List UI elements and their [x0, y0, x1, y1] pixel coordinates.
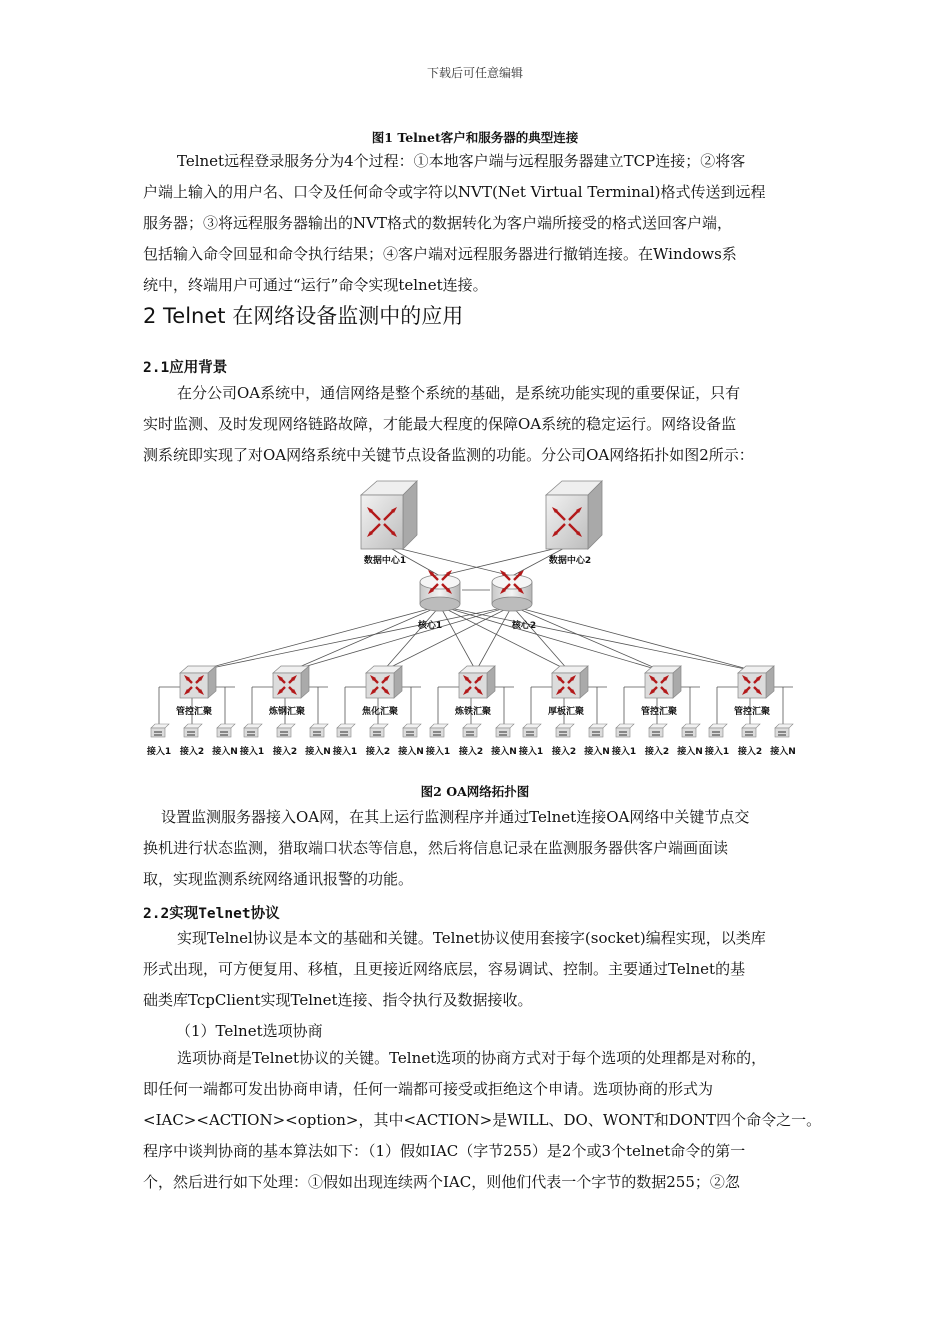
access-label: 接入1 — [146, 747, 172, 757]
aggregation-switch-icon — [645, 666, 681, 698]
text-line: 即任何一端都可发出协商申请，任何一端都可接受或拒绝这个申请。选项协商的形式为 — [143, 1080, 714, 1098]
access-switch-icon — [463, 724, 481, 737]
core-router-icon — [420, 570, 460, 611]
access-switch-icon — [370, 724, 388, 737]
access-switch-icon — [496, 724, 514, 737]
section-2-heading: 2 Telnet 在网络设备监测中的应用 — [143, 304, 464, 328]
access-label: 接入N — [305, 747, 331, 757]
access-label: 接入1 — [518, 747, 544, 757]
subheading-option-negotiation: （1）Telnet选项协商 — [176, 1022, 323, 1040]
access-label: 接入1 — [611, 747, 637, 757]
aggregation-label: 炼钢汇聚 — [268, 707, 306, 717]
aggregation-label: 焦化汇聚 — [361, 707, 399, 717]
text-line: <IAC><ACTION><option>，其中<ACTION>是WILL、DO、WONT和DONT四个命令之一。 — [143, 1111, 822, 1129]
text-line: 个，然后进行如下处理：①假如出现连续两个IAC，则他们代表一个字节的数据255；②忽 — [143, 1173, 740, 1191]
text-line: 设置监测服务器接入OA网，在其上运行监测程序并通过Telnet连接OA网络中关键节点交 — [161, 808, 750, 826]
text-line: 形式出现，可方便复用、移植，且更接近网络底层，容易调试、控制。主要通过Telnet的基 — [143, 960, 746, 978]
access-label: 接入N — [584, 747, 610, 757]
datacenter-label: 数据中心2 — [548, 556, 592, 566]
text-line: 取，实现监测系统网络通讯报警的功能。 — [143, 870, 414, 888]
aggregation-switch-icon — [273, 666, 309, 698]
text-line: 础类库TcpClient实现Telnet连接、指令执行及数据接收。 — [143, 991, 533, 1009]
section-2-2-heading: 2.2实现Telnet协议 — [143, 906, 280, 922]
access-label: 接入2 — [644, 747, 670, 757]
core-label: 核心2 — [511, 621, 537, 631]
access-switch-icon — [151, 724, 169, 737]
access-label: 接入2 — [737, 747, 763, 757]
aggregation-switch-icon — [180, 666, 216, 698]
aggregation-switch-icon — [738, 666, 774, 698]
access-switch-icon — [403, 724, 421, 737]
access-label: 接入1 — [425, 747, 451, 757]
access-label: 接入1 — [332, 747, 358, 757]
datacenter-switch-icon — [546, 481, 602, 549]
text-line: 程序中谈判协商的基本算法如下：（1）假如IAC（字节255）是2个或3个telnet命令的第一 — [143, 1142, 746, 1160]
aggregation-label: 管控汇聚 — [640, 707, 678, 717]
core-label: 核心1 — [417, 621, 443, 631]
access-switch-icon — [217, 724, 235, 737]
access-switch-icon — [277, 724, 295, 737]
paragraph-telnet-process — [143, 146, 807, 301]
paragraph-option-negotiation — [143, 1043, 822, 1198]
access-label: 接入2 — [551, 747, 577, 757]
figure-2-caption: 图2 OA网络拓扑图 — [420, 784, 530, 799]
access-switch-icon — [742, 724, 760, 737]
access-label: 接入N — [398, 747, 424, 757]
aggregation-label: 炼铁汇聚 — [454, 707, 492, 717]
access-switch-icon — [775, 724, 793, 737]
access-switch-icon — [184, 724, 202, 737]
access-switch-icon — [589, 724, 607, 737]
datacenter-switch-icon — [361, 481, 417, 549]
paragraph-monitoring — [143, 802, 807, 895]
text-line: 服务器；③将远程服务器输出的NVT格式的数据转化为客户端所接受的格式送回客户端， — [143, 214, 732, 232]
aggregation-switch-icon — [366, 666, 402, 698]
access-label: 接入N — [491, 747, 517, 757]
access-switch-icon — [430, 724, 448, 737]
access-switch-icon — [310, 724, 328, 737]
text-line: 在分公司OA系统中，通信网络是整个系统的基础，是系统功能实现的重要保证，只有 — [177, 384, 741, 402]
aggregation-switch-icon — [552, 666, 588, 698]
text-line: 换机进行状态监测，猎取端口状态等信息，然后将信息记录在监测服务器供客户端画面读 — [143, 839, 729, 857]
aggregation-switch-icon — [459, 666, 495, 698]
text-line: 测系统即实现了对OA网络系统中关键节点设备监测的功能。分公司OA网络拓扑如图2所示： — [143, 446, 754, 464]
aggregation-label: 管控汇聚 — [733, 707, 771, 717]
text-line: Telnet远程登录服务分为4个过程：①本地客户端与远程服务器建立TCP连接；②将客 — [177, 152, 746, 170]
access-label: 接入2 — [365, 747, 391, 757]
core-router-icon — [492, 570, 532, 611]
access-switch-icon — [682, 724, 700, 737]
oa-network-topology-diagram — [140, 470, 820, 765]
text-line: 包括输入命令回显和命令执行结果；④客户端对远程服务器进行撤销连接。在Windows系 — [143, 245, 737, 263]
access-label: 接入1 — [239, 747, 265, 757]
aggregation-label: 管控汇聚 — [175, 707, 213, 717]
access-label: 接入N — [212, 747, 238, 757]
paragraph-telnet-impl — [143, 923, 807, 1016]
paragraph-background — [143, 378, 807, 471]
access-label: 接入2 — [458, 747, 484, 757]
text-line: 实现Telnel协议是本文的基础和关键。Telnet协议使用套接字(socket)编程实现，以类库 — [177, 929, 766, 947]
datacenter-label: 数据中心1 — [363, 556, 407, 566]
aggregation-label: 厚板汇聚 — [547, 707, 585, 717]
access-label: 接入1 — [704, 747, 730, 757]
text-line: 选项协商是Telnet协议的关键。Telnet选项的协商方式对于每个选项的处理都是对称的， — [177, 1049, 767, 1067]
access-switch-icon — [337, 724, 355, 737]
access-switch-icon — [244, 724, 262, 737]
text-line: 统中，终端用户可通过“运行”命令实现telnet连接。 — [143, 276, 488, 294]
access-switch-icon — [709, 724, 727, 737]
access-label: 接入2 — [179, 747, 205, 757]
access-switch-icon — [649, 724, 667, 737]
access-label: 接入N — [677, 747, 703, 757]
access-label: 接入N — [770, 747, 796, 757]
section-2-1-heading: 2.1应用背景 — [143, 360, 228, 376]
access-switch-icon — [523, 724, 541, 737]
access-switch-icon — [616, 724, 634, 737]
text-line: 实时监测、及时发现网络链路故障，才能最大程度的保障OA系统的稳定运行。网络设备监 — [143, 415, 737, 433]
figure-1-caption: 图1 Telnet客户和服务器的典型连接 — [371, 130, 579, 145]
access-switch-icon — [556, 724, 574, 737]
page-header: 下载后可任意编辑 — [426, 66, 523, 80]
text-line: 户端上输入的用户名、口令及任何命令或字符以NVT(Net Virtual Terminal)格式传送到远程 — [143, 183, 766, 201]
access-label: 接入2 — [272, 747, 298, 757]
